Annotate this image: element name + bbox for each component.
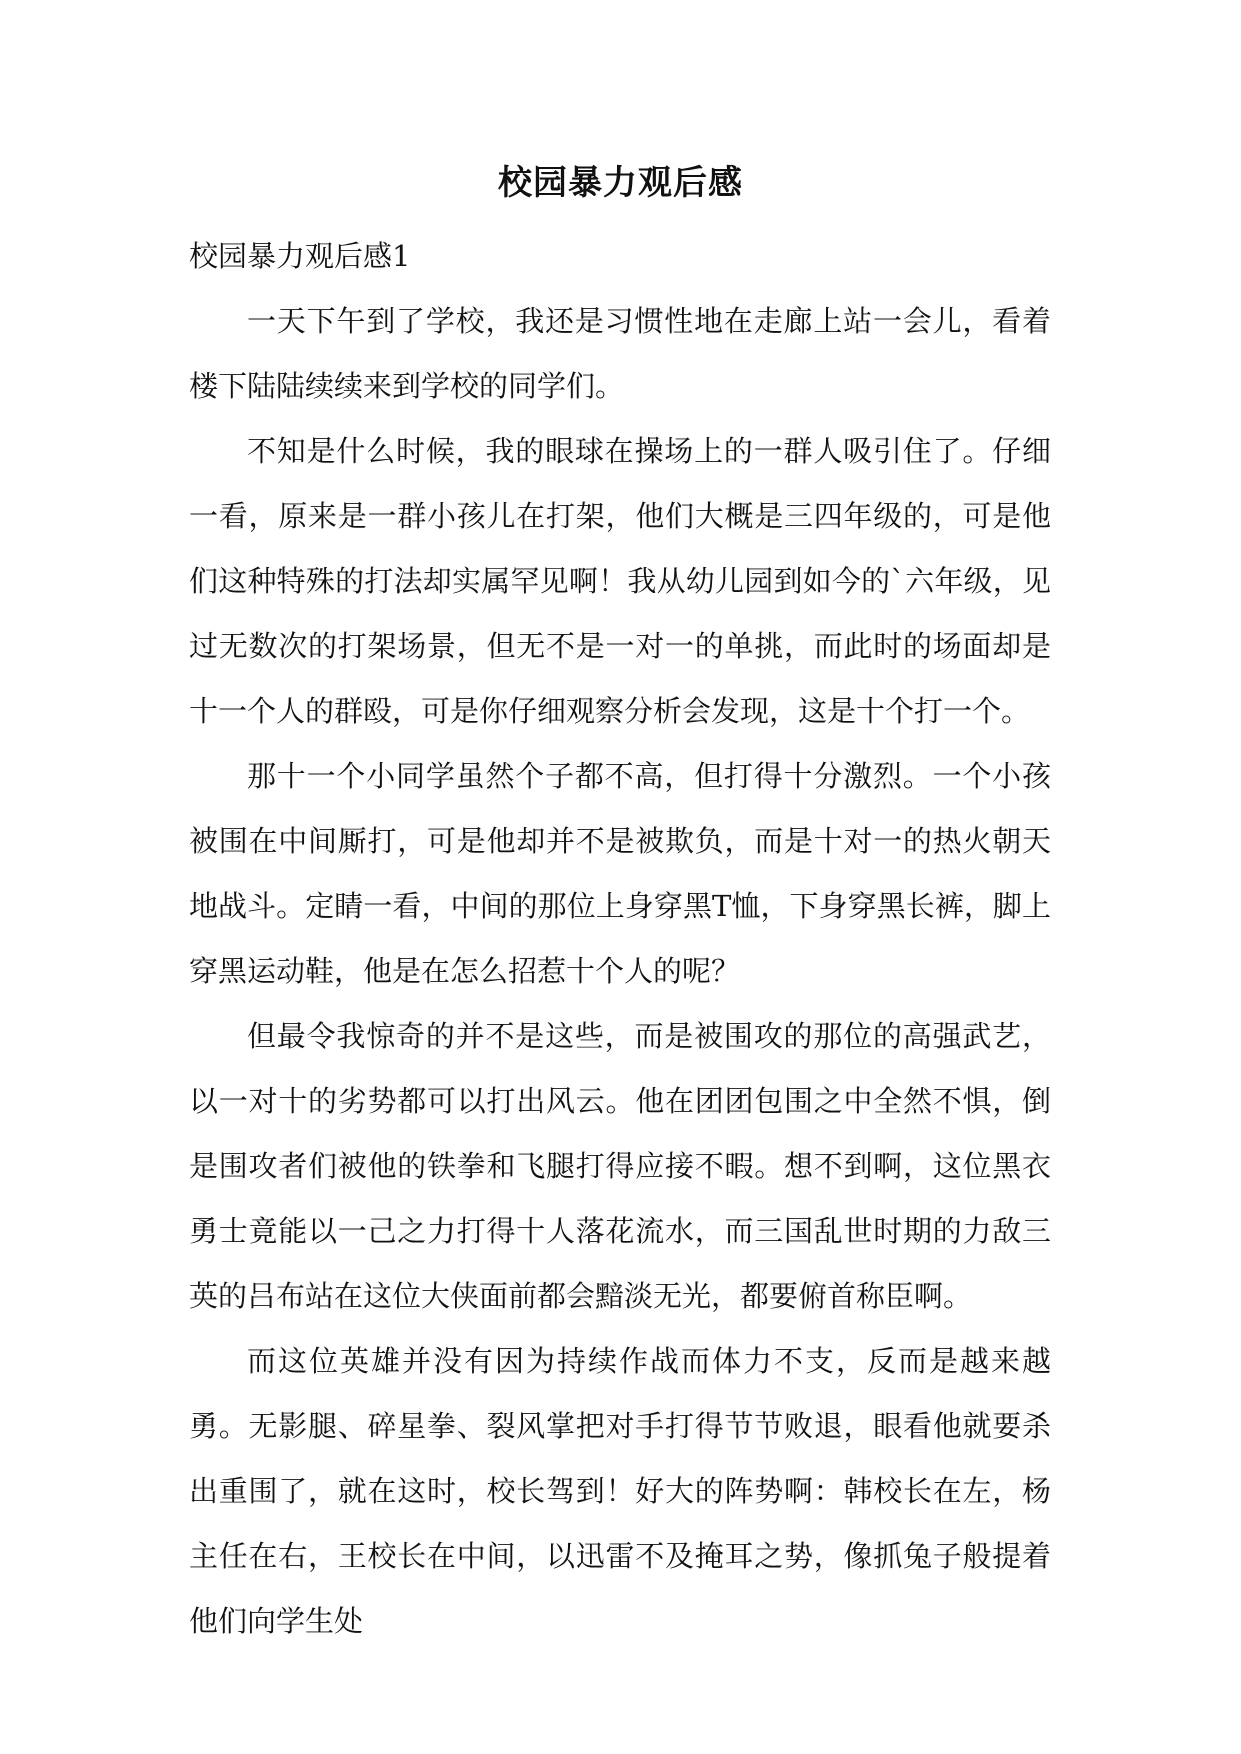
paragraph: 而这位英雄并没有因为持续作战而体力不支，反而是越来越勇。无影腿、碎星拳、裂风掌把对手打得节节败退，眼看他就要杀出重围了，就在这时，校长驾到！好大的阵势啊：韩校长在左，杨主任在右，王校长在中间，以迅雷不及掩耳之势，像抓兔子般提着他们向学生处 [189,1344,1051,1638]
section-heading: 校园暴力观后感1 [189,239,411,273]
paragraph: 但最令我惊奇的并不是这些，而是被围攻的那位的高强武艺，以一对十的劣势都可以打出风云。他在团团包围之中全然不惧，倒是围攻者们被他的铁拳和飞腿打得应接不暇。想不到啊，这位黑衣勇士竟能以一己之力打得十人落花流水，而三国乱世时期的力敌三英的吕布站在这位大侠面前都会黯淡无光，都要俯首称臣啊。 [189,1019,1051,1313]
document-body [189,224,1051,1654]
paragraph: 不知是什么时候，我的眼球在操场上的一群人吸引住了。仔细一看，原来是一群小孩儿在打架，他们大概是三四年级的，可是他们这种特殊的打法却实属罕见啊！我从幼儿园到如今的`六年级，见过无数次的打架场景，但无不是一对一的单挑，而此时的场面却是十一个人的群殴，可是你仔细观察分析会发现，这是十个打一个。 [189,434,1051,728]
document-title: 校园暴力观后感 [498,163,743,203]
paragraph: 那十一个小同学虽然个子都不高，但打得十分激烈。一个小孩被围在中间厮打，可是他却并不是被欺负，而是十对一的热火朝天地战斗。定睛一看，中间的那位上身穿黑T恤，下身穿黑长裤，脚上穿黑运动鞋，他是在怎么招惹十个人的呢？ [189,759,1051,988]
paragraph: 一天下午到了学校，我还是习惯性地在走廊上站一会儿，看着楼下陆陆续续来到学校的同学们。 [189,304,1051,403]
